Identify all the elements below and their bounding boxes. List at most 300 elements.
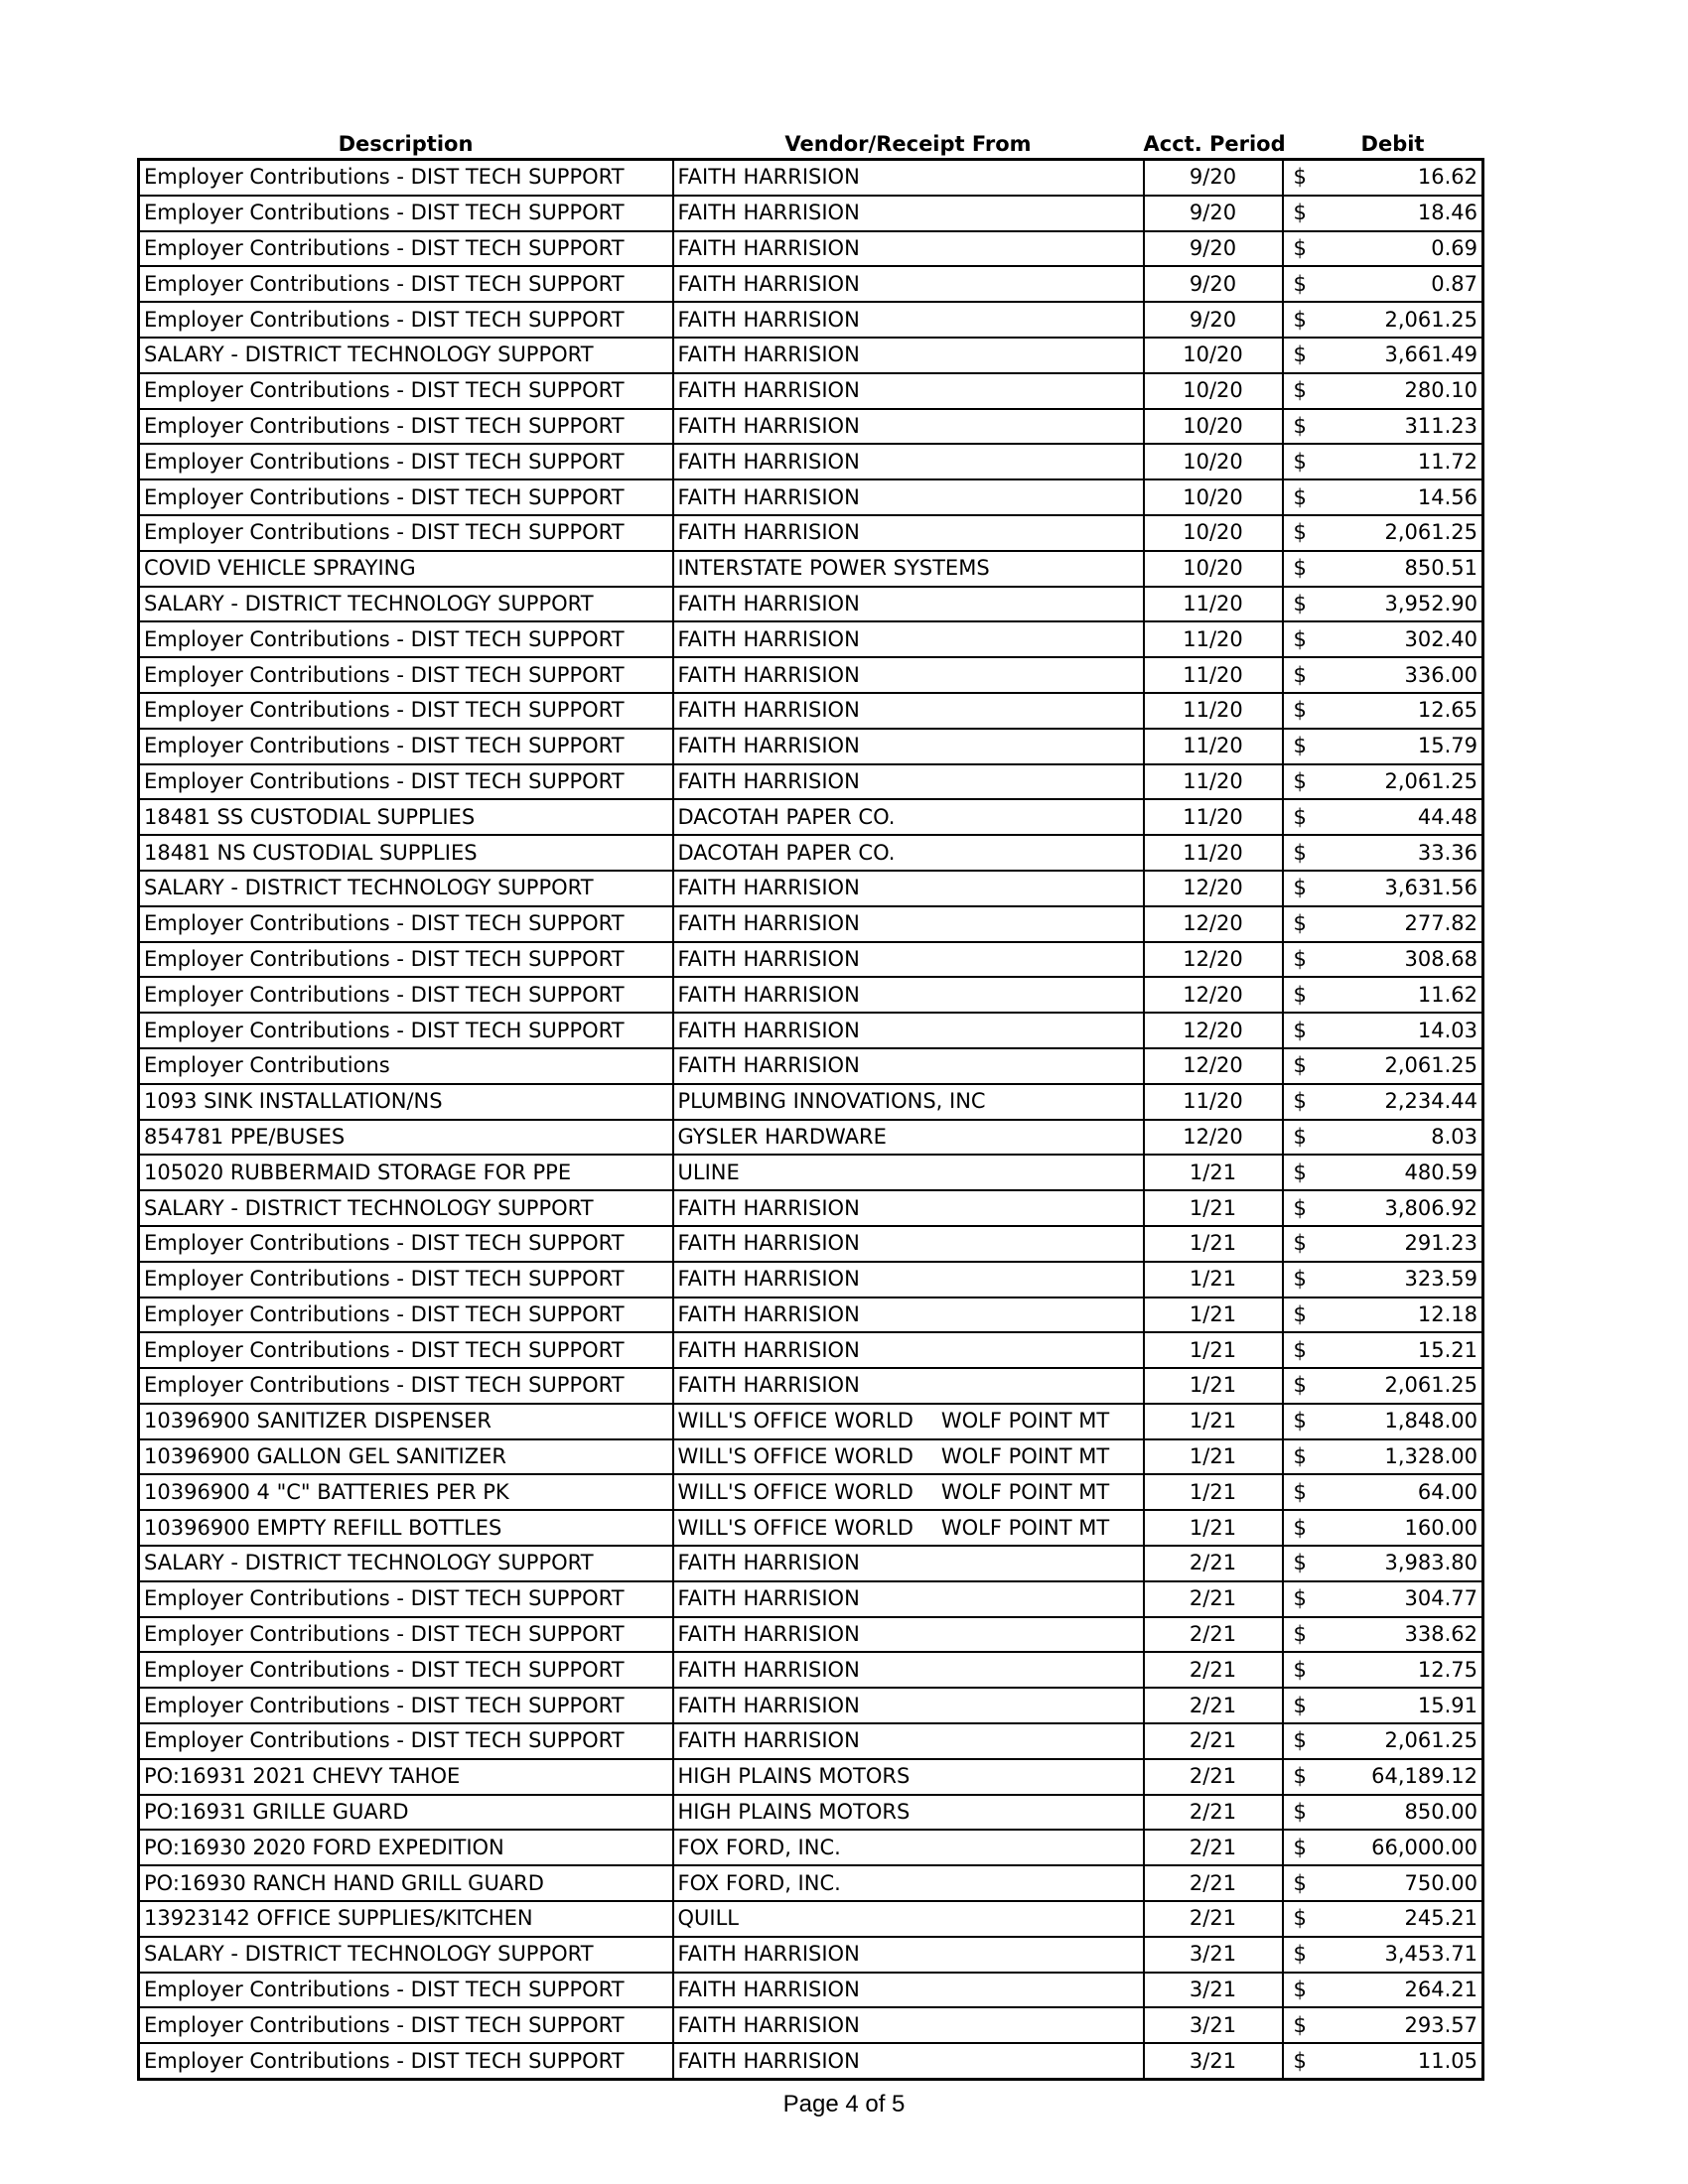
cell-acct-period: 3/21 [1144,2007,1283,2043]
cell-debit [1283,1652,1483,1688]
cell-description: Employer Contributions - DIST TECH SUPPORT [139,196,673,231]
currency-symbol: $ [1293,165,1307,190]
cell-description: Employer Contributions - DIST TECH SUPPORT [139,621,673,657]
cell-vendor [673,1795,1144,1831]
table-row [139,799,1483,835]
cell-description: Employer Contributions - DIST TECH SUPPORT [139,1297,673,1333]
currency-symbol: $ [1293,591,1307,615]
cell-description: 10396900 GALLON GEL SANITIZER [139,1439,673,1475]
debit-amount: 291.23 [1404,1231,1477,1256]
table-row [139,338,1483,373]
vendor-name: FAITH HARRISION [677,307,860,332]
cell-vendor [673,1652,1144,1688]
cell-description: 10396900 EMPTY REFILL BOTTLES [139,1510,673,1546]
cell-vendor [673,729,1144,764]
cell-vendor [673,160,1144,196]
cell-debit [1283,1297,1483,1333]
table-row [139,729,1483,764]
cell-debit [1283,1368,1483,1404]
cell-debit [1283,1581,1483,1617]
debit-amount: 2,061.25 [1384,1053,1477,1078]
cell-description: Employer Contributions - DIST TECH SUPPORT [139,373,673,409]
currency-symbol: $ [1293,2048,1307,2073]
vendor-name: FAITH HARRISION [677,876,860,900]
cell-vendor [673,1617,1144,1653]
debit-amount: 304.77 [1404,1586,1477,1611]
cell-vendor [673,1120,1144,1156]
vendor-name: ULINE [677,1160,740,1184]
cell-vendor [673,1084,1144,1120]
vendor-name: FAITH HARRISION [677,449,860,474]
cell-debit [1283,2007,1483,2043]
vendor-name: FAITH HARRISION [677,1337,860,1362]
debit-amount: 2,061.25 [1384,1373,1477,1398]
currency-symbol: $ [1293,1124,1307,1149]
table-row [139,906,1483,942]
cell-debit [1283,1262,1483,1297]
cell-vendor [673,1368,1144,1404]
table-row [139,942,1483,978]
vendor-name: FAITH HARRISION [677,1231,860,1256]
cell-vendor [673,515,1144,551]
vendor-name: FAITH HARRISION [677,591,860,615]
vendor-name: FAITH HARRISION [677,1373,860,1398]
debit-amount: 16.62 [1417,165,1477,190]
currency-symbol: $ [1293,413,1307,438]
debit-amount: 264.21 [1404,1978,1477,2002]
cell-description: 1093 SINK INSTALLATION/NS [139,1084,673,1120]
cell-debit [1283,693,1483,729]
table-row [139,693,1483,729]
debit-amount: 3,952.90 [1384,591,1477,615]
vendor-name: FAITH HARRISION [677,662,860,687]
vendor-location: WOLF POINT MT [940,1444,1110,1469]
table-row [139,1830,1483,1865]
debit-amount: 2,061.25 [1384,307,1477,332]
page-number: Page 4 of 5 [782,2091,906,2117]
cell-description: Employer Contributions - DIST TECH SUPPORT [139,302,673,338]
vendor-name: FAITH HARRISION [677,235,860,260]
table-row [139,302,1483,338]
cell-vendor [673,799,1144,835]
cell-vendor [673,1048,1144,1084]
debit-amount: 8.03 [1431,1124,1477,1149]
ledger-body [139,160,1483,2080]
cell-description: 854781 PPE/BUSES [139,1120,673,1156]
cell-acct-period: 12/20 [1144,906,1283,942]
table-row [139,231,1483,267]
cell-vendor [673,1262,1144,1297]
currency-symbol: $ [1293,1337,1307,1362]
cell-debit [1283,871,1483,906]
debit-amount: 11.62 [1417,982,1477,1007]
vendor-location: WOLF POINT MT [940,1515,1110,1540]
cell-vendor [673,1190,1144,1226]
vendor-location: WOLF POINT MT [940,1479,1110,1504]
currency-symbol: $ [1293,1267,1307,1292]
cell-description: 18481 SS CUSTODIAL SUPPLIES [139,799,673,835]
table-row [139,373,1483,409]
cell-vendor [673,2007,1144,2043]
cell-description: Employer Contributions - DIST TECH SUPPORT [139,729,673,764]
debit-amount: 302.40 [1404,626,1477,651]
table-row [139,1226,1483,1262]
cell-acct-period: 11/20 [1144,587,1283,622]
cell-debit [1283,799,1483,835]
cell-description: SALARY - DISTRICT TECHNOLOGY SUPPORT [139,338,673,373]
currency-symbol: $ [1293,1053,1307,1078]
cell-vendor [673,231,1144,267]
cell-acct-period: 12/20 [1144,1013,1283,1048]
table-row [139,1190,1483,1226]
cell-debit [1283,196,1483,231]
cell-description: Employer Contributions - DIST TECH SUPPORT [139,160,673,196]
debit-amount: 15.21 [1417,1337,1477,1362]
table-row [139,1937,1483,1973]
debit-amount: 12.18 [1417,1301,1477,1326]
cell-vendor [673,871,1144,906]
cell-vendor [673,1297,1144,1333]
cell-debit [1283,835,1483,871]
cell-acct-period: 3/21 [1144,1973,1283,2008]
currency-symbol: $ [1293,1622,1307,1647]
cell-acct-period: 11/20 [1144,764,1283,800]
cell-description: 18481 NS CUSTODIAL SUPPLIES [139,835,673,871]
table-row [139,977,1483,1013]
cell-debit [1283,621,1483,657]
cell-debit [1283,231,1483,267]
cell-debit [1283,515,1483,551]
cell-acct-period: 1/21 [1144,1155,1283,1190]
debit-amount: 0.69 [1431,235,1477,260]
cell-acct-period: 1/21 [1144,1262,1283,1297]
debit-amount: 3,631.56 [1384,876,1477,900]
cell-description: Employer Contributions - DIST TECH SUPPORT [139,1262,673,1297]
debit-amount: 245.21 [1404,1906,1477,1931]
vendor-name: QUILL [677,1906,739,1931]
vendor-name: FAITH HARRISION [677,165,860,190]
debit-amount: 2,234.44 [1384,1089,1477,1114]
vendor-name: FAITH HARRISION [677,2012,860,2037]
cell-vendor [673,266,1144,302]
cell-vendor [673,1688,1144,1723]
cell-acct-period: 10/20 [1144,338,1283,373]
cell-vendor [673,587,1144,622]
cell-description: Employer Contributions - DIST TECH SUPPORT [139,1368,673,1404]
cell-debit [1283,1759,1483,1795]
cell-debit [1283,1865,1483,1901]
vendor-name: FAITH HARRISION [677,201,860,225]
cell-description: COVID VEHICLE SPRAYING [139,551,673,587]
cell-description: SALARY - DISTRICT TECHNOLOGY SUPPORT [139,871,673,906]
cell-acct-period: 2/21 [1144,1830,1283,1865]
header-debit: Debit [1360,132,1425,156]
vendor-name: DACOTAH PAPER CO. [677,804,896,829]
currency-symbol: $ [1293,1479,1307,1504]
table-row [139,2043,1483,2079]
currency-symbol: $ [1293,1728,1307,1753]
currency-symbol: $ [1293,484,1307,509]
currency-symbol: $ [1293,201,1307,225]
cell-vendor [673,1581,1144,1617]
cell-description: Employer Contributions - DIST TECH SUPPORT [139,1652,673,1688]
table-row [139,1652,1483,1688]
currency-symbol: $ [1293,1800,1307,1825]
table-row [139,1688,1483,1723]
vendor-name: INTERSTATE POWER SYSTEMS [677,556,990,581]
table-row [139,2007,1483,2043]
cell-acct-period: 2/21 [1144,1652,1283,1688]
debit-amount: 277.82 [1404,911,1477,936]
table-row [139,1332,1483,1368]
cell-debit [1283,302,1483,338]
currency-symbol: $ [1293,1942,1307,1967]
vendor-name: FAITH HARRISION [677,1978,860,2002]
ledger-table [137,120,1484,2081]
table-row [139,587,1483,622]
currency-symbol: $ [1293,1586,1307,1611]
vendor-name: PLUMBING INNOVATIONS, INC [677,1089,986,1114]
cell-vendor [673,1901,1144,1937]
debit-amount: 308.68 [1404,946,1477,971]
currency-symbol: $ [1293,840,1307,865]
vendor-name: FAITH HARRISION [677,1942,860,1967]
table-row [139,1368,1483,1404]
currency-symbol: $ [1293,520,1307,545]
cell-vendor [673,1937,1144,1973]
cell-acct-period: 11/20 [1144,621,1283,657]
cell-vendor [673,2043,1144,2079]
table-row [139,551,1483,587]
table-row [139,1084,1483,1120]
cell-description: Employer Contributions - DIST TECH SUPPORT [139,1332,673,1368]
cell-description: PO:16930 2020 FORD EXPEDITION [139,1830,673,1865]
vendor-name: HIGH PLAINS MOTORS [677,1800,911,1825]
vendor-name: FAITH HARRISION [677,342,860,367]
currency-symbol: $ [1293,1018,1307,1042]
table-row [139,1013,1483,1048]
vendor-name: FAITH HARRISION [677,982,860,1007]
vendor-name: FAITH HARRISION [677,946,860,971]
cell-description: PO:16931 2021 CHEVY TAHOE [139,1759,673,1795]
vendor-name: FAITH HARRISION [677,1693,860,1717]
cell-description: SALARY - DISTRICT TECHNOLOGY SUPPORT [139,587,673,622]
debit-amount: 323.59 [1404,1267,1477,1292]
debit-amount: 2,061.25 [1384,768,1477,793]
currency-symbol: $ [1293,1444,1307,1469]
currency-symbol: $ [1293,1195,1307,1220]
cell-debit [1283,587,1483,622]
cell-description: Employer Contributions - DIST TECH SUPPORT [139,1723,673,1759]
cell-acct-period: 10/20 [1144,373,1283,409]
cell-debit [1283,1120,1483,1156]
debit-amount: 14.03 [1417,1018,1477,1042]
cell-acct-period: 1/21 [1144,1404,1283,1439]
cell-description: Employer Contributions - DIST TECH SUPPORT [139,1226,673,1262]
cell-vendor [673,479,1144,515]
debit-amount: 311.23 [1404,413,1477,438]
cell-debit [1283,729,1483,764]
vendor-name: FAITH HARRISION [677,1018,860,1042]
cell-vendor [673,835,1144,871]
table-row [139,1759,1483,1795]
cell-acct-period: 3/21 [1144,1937,1283,1973]
cell-description: Employer Contributions - DIST TECH SUPPORT [139,231,673,267]
table-row [139,1973,1483,2008]
currency-symbol: $ [1293,1906,1307,1931]
debit-amount: 66,000.00 [1371,1835,1477,1859]
cell-vendor [673,302,1144,338]
cell-vendor [673,1759,1144,1795]
cell-acct-period: 1/21 [1144,1368,1283,1404]
currency-symbol: $ [1293,734,1307,758]
cell-debit [1283,409,1483,445]
currency-symbol: $ [1293,1870,1307,1895]
cell-description: SALARY - DISTRICT TECHNOLOGY SUPPORT [139,1190,673,1226]
currency-symbol: $ [1293,876,1307,900]
currency-symbol: $ [1293,1764,1307,1789]
currency-symbol: $ [1293,946,1307,971]
cell-acct-period: 1/21 [1144,1190,1283,1226]
cell-acct-period: 10/20 [1144,479,1283,515]
cell-acct-period: 12/20 [1144,1048,1283,1084]
currency-symbol: $ [1293,235,1307,260]
cell-debit [1283,1510,1483,1546]
table-row [139,1723,1483,1759]
cell-description: Employer Contributions - DIST TECH SUPPORT [139,2043,673,2079]
cell-description: Employer Contributions - DIST TECH SUPPORT [139,1581,673,1617]
cell-description: Employer Contributions - DIST TECH SUPPORT [139,1013,673,1048]
cell-description: Employer Contributions - DIST TECH SUPPORT [139,1617,673,1653]
cell-description: PO:16931 GRILLE GUARD [139,1795,673,1831]
cell-debit [1283,1048,1483,1084]
table-row [139,835,1483,871]
currency-symbol: $ [1293,1693,1307,1717]
cell-debit [1283,1404,1483,1439]
vendor-name: FAITH HARRISION [677,626,860,651]
cell-acct-period: 2/21 [1144,1795,1283,1831]
cell-acct-period: 11/20 [1144,693,1283,729]
cell-acct-period: 10/20 [1144,515,1283,551]
cell-vendor [673,1013,1144,1048]
cell-acct-period: 1/21 [1144,1297,1283,1333]
cell-debit [1283,977,1483,1013]
cell-description: Employer Contributions [139,1048,673,1084]
currency-symbol: $ [1293,1551,1307,1575]
cell-vendor [673,1332,1144,1368]
table-row [139,1581,1483,1617]
cell-vendor [673,1404,1144,1439]
debit-amount: 11.72 [1417,449,1477,474]
cell-vendor [673,1830,1144,1865]
cell-acct-period: 2/21 [1144,1688,1283,1723]
currency-symbol: $ [1293,1231,1307,1256]
cell-debit [1283,1226,1483,1262]
debit-amount: 0.87 [1431,271,1477,296]
vendor-name: FAITH HARRISION [677,768,860,793]
currency-symbol: $ [1293,662,1307,687]
cell-debit [1283,1084,1483,1120]
debit-amount: 2,061.25 [1384,1728,1477,1753]
cell-description: Employer Contributions - DIST TECH SUPPORT [139,2007,673,2043]
vendor-name: FAITH HARRISION [677,1657,860,1682]
vendor-name: DACOTAH PAPER CO. [677,840,896,865]
debit-amount: 15.79 [1417,734,1477,758]
cell-acct-period: 1/21 [1144,1474,1283,1510]
cell-debit [1283,338,1483,373]
table-row [139,1404,1483,1439]
cell-description: Employer Contributions - DIST TECH SUPPORT [139,266,673,302]
debit-amount: 338.62 [1404,1622,1477,1647]
vendor-name: FAITH HARRISION [677,271,860,296]
currency-symbol: $ [1293,698,1307,723]
header-acct-period: Acct. Period [1143,132,1286,156]
table-row [139,266,1483,302]
cell-acct-period: 2/21 [1144,1581,1283,1617]
debit-amount: 14.56 [1417,484,1477,509]
cell-acct-period: 12/20 [1144,977,1283,1013]
cell-acct-period: 2/21 [1144,1723,1283,1759]
debit-amount: 44.48 [1417,804,1477,829]
cell-acct-period: 11/20 [1144,729,1283,764]
table-row [139,409,1483,445]
currency-symbol: $ [1293,1301,1307,1326]
cell-debit [1283,1190,1483,1226]
cell-debit [1283,266,1483,302]
vendor-name: FAITH HARRISION [677,413,860,438]
vendor-name: WILL'S OFFICE WORLD [677,1444,914,1469]
vendor-name: WILL'S OFFICE WORLD [677,1409,914,1433]
cell-acct-period: 3/21 [1144,2043,1283,2079]
cell-debit [1283,444,1483,479]
vendor-name: FOX FORD, INC. [677,1835,841,1859]
table-row [139,479,1483,515]
cell-debit [1283,1439,1483,1475]
vendor-name: WILL'S OFFICE WORLD [677,1515,914,1540]
cell-description: Employer Contributions - DIST TECH SUPPORT [139,515,673,551]
table-row [139,657,1483,693]
table-row [139,1795,1483,1831]
currency-symbol: $ [1293,271,1307,296]
table-row [139,1155,1483,1190]
cell-acct-period: 10/20 [1144,444,1283,479]
cell-description: Employer Contributions - DIST TECH SUPPORT [139,693,673,729]
debit-amount: 3,806.92 [1384,1195,1477,1220]
currency-symbol: $ [1293,342,1307,367]
cell-vendor [673,1973,1144,2008]
debit-amount: 18.46 [1417,201,1477,225]
cell-debit [1283,657,1483,693]
cell-acct-period: 10/20 [1144,551,1283,587]
cell-vendor [673,942,1144,978]
cell-vendor [673,1226,1144,1262]
debit-amount: 280.10 [1404,378,1477,403]
debit-amount: 33.36 [1417,840,1477,865]
cell-description: Employer Contributions - DIST TECH SUPPORT [139,409,673,445]
debit-amount: 12.75 [1417,1657,1477,1682]
cell-vendor [673,409,1144,445]
cell-vendor [673,657,1144,693]
vendor-name: WILL'S OFFICE WORLD [677,1479,914,1504]
vendor-name: FAITH HARRISION [677,1728,860,1753]
table-row [139,1510,1483,1546]
cell-description: Employer Contributions - DIST TECH SUPPORT [139,942,673,978]
vendor-name: FOX FORD, INC. [677,1870,841,1895]
cell-acct-period: 2/21 [1144,1759,1283,1795]
currency-symbol: $ [1293,307,1307,332]
cell-debit [1283,373,1483,409]
cell-debit [1283,1795,1483,1831]
